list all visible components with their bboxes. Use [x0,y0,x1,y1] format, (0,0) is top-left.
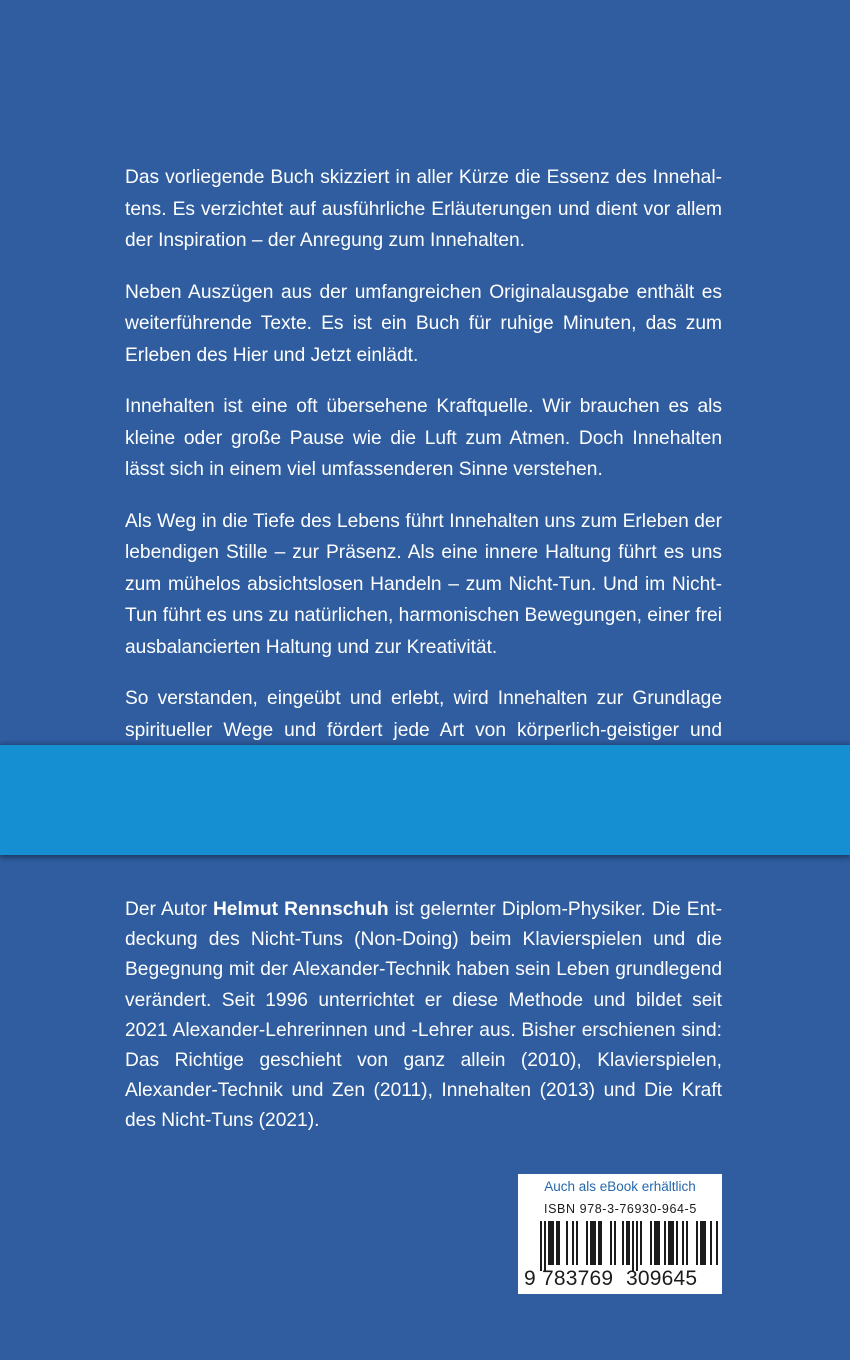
barcode-bar [600,1221,602,1265]
barcode-bar [704,1221,706,1265]
author-bio-text: ist gelernter Diplom-Physiker. Die Entdeckung des Nicht-Tuns (Non-Doing) beim Klavierspielen und die Begegnung mit der Alexander-Technik haben sein Leben grundlegend verändert. Seit 1996 unterrichtet er diese Methode und bildet seit 2021 Alexander-Lehrerinnen und -Lehrer aus. Bisher erschienen sind: Das Richtige geschieht von ganz allein (2010), Klavierspielen, Alexander-Technik und Zen (2011), Innehalten (2013) und Die Kraft des Nicht-Tuns (2021). [125,899,722,1132]
barcode-bar [550,1221,552,1265]
blurb-paragraph-2: Neben Auszügen aus der umfangreichen Originalausgabe enthält es weiterführende Texte. Es ist ein Buch für ruhige Minuten, das zum Erleben des Hier und Jetzt einlädt. [125,281,722,366]
blurb-text [125,162,722,798]
blurb-paragraph-3: Innehalten ist eine oft übersehene Kraftquelle. Wir brauchen es als kleine oder große Pause wie die Luft zum Atmen. Doch Innehalten lässt sich in einem viel umfassenderen Sinne verstehen. [125,396,722,480]
barcode-box [518,1174,722,1294]
barcode-bar [686,1221,688,1265]
barcode-bar [572,1221,574,1265]
barcode-bar [548,1221,550,1265]
barcode-bar [636,1221,638,1271]
barcode-bar [552,1221,554,1265]
barcode-bar [654,1221,656,1265]
author-bio [125,895,722,1137]
barcode-bar [544,1221,546,1271]
barcode-bar [598,1221,600,1265]
barcode-bar [676,1221,678,1265]
barcode-bar [640,1221,642,1265]
barcode-bar [716,1221,718,1265]
barcode-bar [614,1221,616,1265]
barcode-bar [626,1221,628,1265]
barcode-bar [632,1221,634,1271]
barcode-bar [668,1221,670,1265]
barcode-digits-right: 309645 [626,1267,698,1290]
barcode-bar [696,1221,698,1265]
barcode-bar [702,1221,704,1265]
barcode-bar [590,1221,592,1265]
decorative-band [0,745,850,855]
barcode-digit-first: 9 [524,1267,536,1290]
barcode-bar [610,1221,612,1265]
barcode-bar [540,1221,542,1271]
isbn-label: ISBN 978-3-76930-964-5 [544,1202,697,1216]
barcode-bar [710,1221,712,1265]
barcode-bar [628,1221,630,1265]
barcode-bar [650,1221,652,1265]
blurb-paragraph-5: So verstanden, eingeübt und erlebt, wird Innehalten zur Grundlage spiritueller Wege und fördert jede Art von körperlich-geistiger und [125,688,722,741]
barcode-bar [586,1221,588,1265]
barcode-bar [670,1221,672,1265]
barcode-digits-left: 783769 [542,1267,614,1290]
barcode-bar [594,1221,596,1265]
blurb-paragraph-4: Als Weg in die Tiefe des Lebens führt Innehalten uns zum Erleben der lebendigen Stille – zur Präsenz. Als eine innere Haltung führt es uns zum mühelos absichtslosen Handeln – zum Nicht-Tun. Und im Nicht-Tun führt es uns zu natürlichen, harmonischen Bewegungen, einer frei ausbalancierten Haltung und zur Kreativität. [125,510,722,658]
blurb-paragraph-1: Das vorliegende Buch skizziert in aller Kürze die Essenz des Innehaltens. Es verzichtet auf ausführliche Erläuterungen und dient vor allem der Inspiration – der Anregung zum Innehalten. [125,167,722,251]
barcode-bar [664,1221,666,1265]
ebook-note: Auch als eBook erhältlich [544,1179,696,1194]
barcode-bar [656,1221,658,1265]
author-intro: Der Autor [125,899,213,920]
author-name: Helmut Rennschuh [212,899,389,920]
barcode-bars [524,1221,718,1271]
barcode-bar [566,1221,568,1265]
barcode-bar [592,1221,594,1265]
barcode-bar [682,1221,684,1265]
barcode-bar [672,1221,674,1265]
barcode-bar [700,1221,702,1265]
barcode-bar [658,1221,660,1265]
barcode-bar [576,1221,578,1265]
barcode-bar [622,1221,624,1265]
barcode-bar [556,1221,558,1265]
barcode-bar [558,1221,560,1265]
